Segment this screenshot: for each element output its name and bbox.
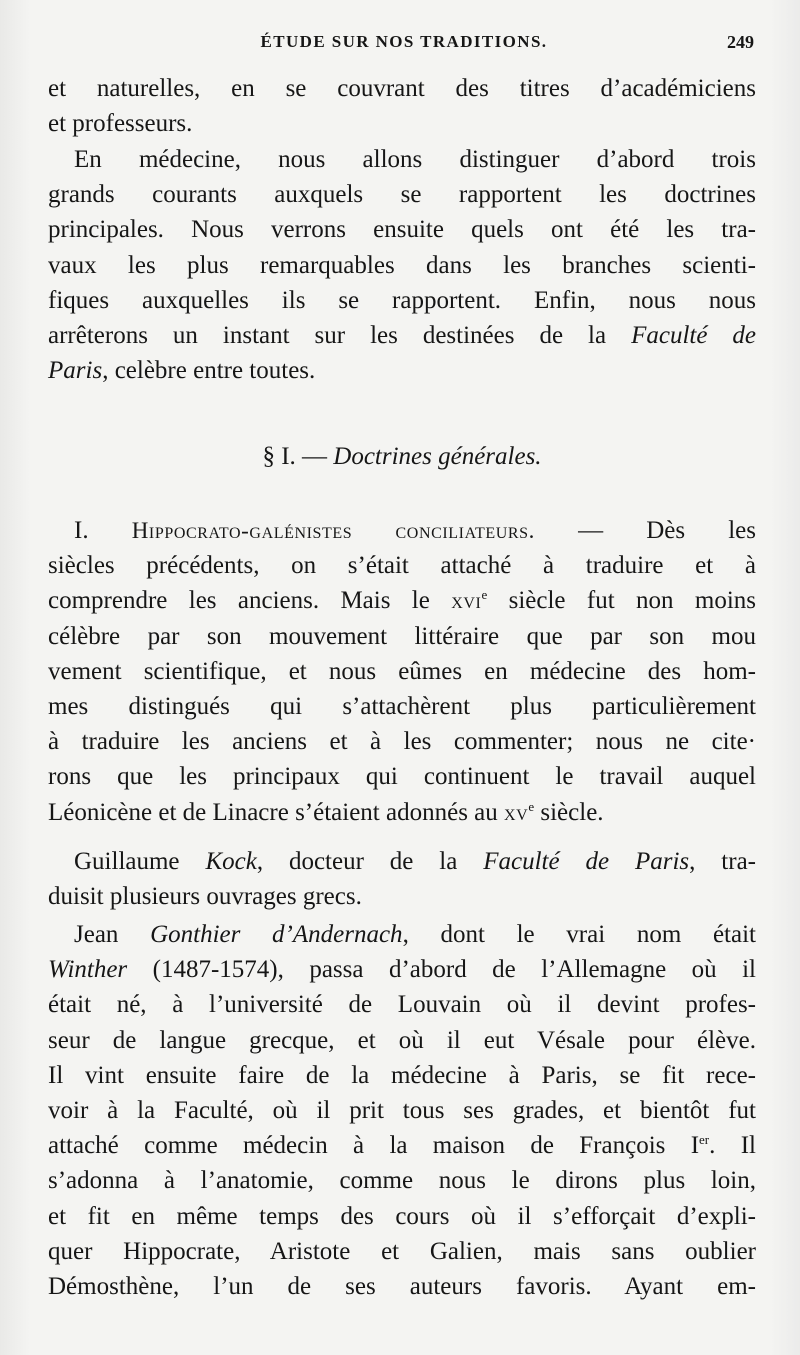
- text-run: I.: [74, 517, 132, 544]
- text-run: Guillaume: [74, 848, 206, 875]
- small-caps-run: xvi: [451, 588, 482, 614]
- section-number: § I. —: [262, 443, 334, 470]
- text-line: grands courants auxquels se rapportent les doctrines: [48, 181, 756, 209]
- superscript: er: [699, 1132, 710, 1148]
- italic-run: Gonthier d’Andernach: [150, 921, 403, 948]
- paragraph-kock: [48, 844, 756, 914]
- text-run: (1487-1574), passa d’abord de l’Allemagne où il: [127, 956, 756, 984]
- text-run: arrêterons un instant sur les destinées de la: [48, 321, 632, 349]
- page-number: 249: [727, 32, 754, 52]
- superscript: e: [528, 798, 535, 814]
- text-line: rons que les principaux qui continuent le travail auquel: [48, 763, 756, 791]
- text-line: s’adonna à l’anatomie, comme nous le dirons plus loin,: [48, 1167, 756, 1195]
- paragraph-continuation: [48, 71, 756, 141]
- text-run: comprendre les anciens. Mais le: [48, 587, 452, 615]
- text-line: siècles précédents, on s’était attaché à traduire et à: [48, 552, 756, 580]
- superscript: e: [481, 587, 488, 603]
- small-caps-run: Hippocrato-galénistes conciliateurs.: [131, 518, 535, 543]
- text-line: mes distingués qui s’attachèrent plus particulièrement: [48, 692, 756, 720]
- text-run: , dont le vrai nom était: [402, 921, 756, 948]
- italic-run: Kock: [205, 848, 257, 875]
- text-line: était né, à l’université de Louvain où il devint profes-: [48, 991, 756, 1019]
- italic-run: Faculté de: [631, 321, 757, 349]
- italic-run: Paris: [48, 357, 103, 385]
- text-line: vaux les plus remarquables dans les branches scienti-: [48, 251, 756, 279]
- text-line: fiques auxquelles ils se rapportent. Enfin, nous nous: [48, 286, 756, 314]
- text-line: [48, 318, 756, 353]
- text-line: seur de langue grecque, et où il eut Vésale pour élève.: [48, 1026, 756, 1054]
- text-line: à traduire les anciens et à les commenter; nous ne cite·: [48, 728, 756, 756]
- text-line: Démosthène, l’un de ses auteurs favoris. Ayant em-: [48, 1272, 756, 1300]
- text-line: [48, 795, 756, 830]
- text-line: [48, 917, 756, 952]
- text-run: siècle fut non moins: [487, 587, 756, 615]
- text-line: célèbre par son mouvement littéraire que par son mou: [48, 622, 756, 650]
- text-line: quer Hippocrate, Aristote et Galien, mais sans oublier: [48, 1237, 756, 1265]
- section-title: Doctrines générales.: [333, 443, 542, 470]
- italic-run: Faculté de Paris: [483, 848, 690, 875]
- text-line: [48, 583, 756, 618]
- text-line: et professeurs.: [48, 110, 193, 138]
- paragraph-medicine-intro: [48, 142, 756, 388]
- text-run: Léonicène et de Linacre s’étaient adonnés au: [48, 798, 505, 826]
- italic-run: Winther: [48, 956, 128, 984]
- paragraph-gonthier: [48, 917, 756, 1304]
- text-run: . Il: [709, 1132, 756, 1160]
- small-caps-run: xv: [504, 799, 529, 825]
- text-run: , celèbre entre toutes.: [102, 357, 316, 385]
- text-line: principales. Nous verrons ensuite quels ont été les tra-: [48, 216, 756, 244]
- text-line: et fit en même temps des cours où il s’efforçait d’expli-: [48, 1202, 756, 1230]
- text-line: En médecine, nous allons distinguer d’abord trois: [74, 146, 756, 173]
- text-run: , docteur de la: [256, 848, 484, 875]
- text-line: [48, 353, 756, 388]
- running-head: [48, 32, 760, 62]
- text-line: [48, 952, 756, 987]
- text-line: Il vint ensuite faire de la médecine à Paris, se fit rece-: [48, 1061, 756, 1089]
- text-line: voir à la Faculté, où il prit tous ses grades, et bientôt fut: [48, 1096, 756, 1124]
- text-run: , tra-: [689, 848, 756, 875]
- text-line: [48, 844, 756, 879]
- text-run: — Dès les: [535, 517, 756, 544]
- text-line: duisit plusieurs ouvrages grecs.: [48, 883, 362, 911]
- running-title: ÉTUDE SUR NOS TRADITIONS.: [260, 32, 548, 51]
- paragraph-hippocrato-galenistes: [48, 513, 756, 830]
- text-line: [48, 1128, 756, 1163]
- section-heading: [48, 437, 756, 477]
- text-line: [48, 513, 756, 548]
- text-run: attaché comme médecin à la maison de François I: [48, 1132, 700, 1160]
- text-line: vement scientifique, et nous eûmes en médecine des hom-: [48, 657, 756, 685]
- text-line: et naturelles, en se couvrant des titres d’académiciens: [48, 75, 756, 102]
- text-run: Jean: [74, 921, 151, 948]
- text-run: siècle.: [534, 798, 604, 826]
